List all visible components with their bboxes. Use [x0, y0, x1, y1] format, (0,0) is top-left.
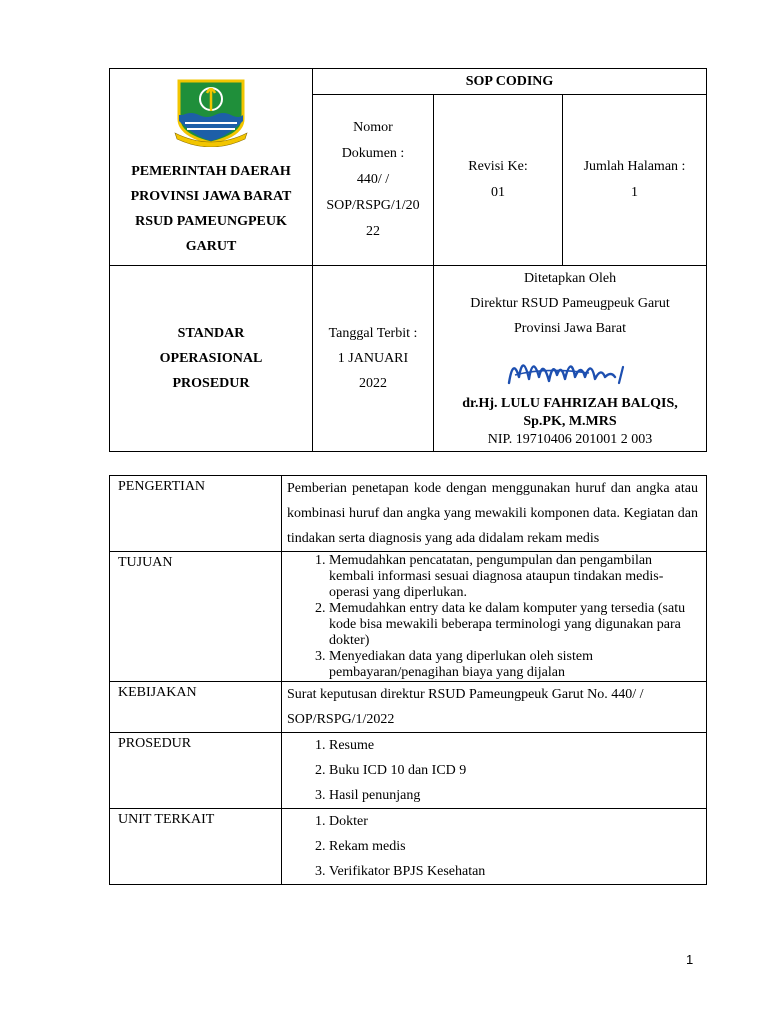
prosedur-list: [282, 733, 706, 808]
kebijakan-label: KEBIJAKAN: [110, 682, 282, 733]
tujuan-list: [282, 552, 706, 681]
unit-terkait-label: UNIT TERKAIT: [110, 809, 282, 885]
nomor-dokumen-cell: Nomor Dokumen : 440/ / SOP/RSPG/1/20 22: [313, 95, 434, 266]
document-title: SOP CODING: [313, 69, 707, 95]
tanggal-terbit-cell: Tanggal Terbit : 1 JANUARI 2022: [313, 266, 434, 452]
list-item: 2. Memudahkan entry data ke dalam komputer yang tersedia (satu kode bisa mewakili beberapa terminologi yang digunakan para dokter): [329, 601, 698, 649]
pengertian-content: Pemberian penetapan kode dengan menggunakan huruf dan angka atau kombinasi huruf dan angka yang mewakili komponen data. Kegiatan dan tindakan serta diagnosis yang ada didalam rekam medis: [282, 476, 707, 552]
tujuan-row: [110, 552, 707, 682]
list-item: 2. Rekam medis: [329, 834, 698, 859]
prosedur-content: [282, 733, 707, 809]
list-item: 1. Resume: [329, 733, 698, 758]
prosedur-label: PROSEDUR: [110, 733, 282, 809]
sop-content-table: [109, 475, 707, 885]
pengertian-row: [110, 476, 707, 552]
list-item: 1. Memudahkan pencatatan, pengumpulan dan pengambilan kembali informasi sesuai diagnosa ataupun tindakan medis-operasi yang diperlukan.: [329, 553, 698, 601]
provinsi-jawa-barat-emblem-icon: [171, 75, 251, 147]
sop-header-table: [109, 68, 707, 452]
standar-operasional-prosedur-cell: STANDAR OPERASIONAL PROSEDUR: [110, 266, 313, 452]
list-item: 2. Buku ICD 10 dan ICD 9: [329, 758, 698, 783]
list-item: 3. Menyediakan data yang diperlukan oleh sistem pembayaran/penagihan biaya yang dijalan: [329, 649, 698, 681]
signer-nip: NIP. 19710406 201001 2 003: [487, 432, 653, 447]
pengertian-label: PENGERTIAN: [110, 476, 282, 552]
organization-cell: [110, 69, 313, 266]
unit-terkait-list: [282, 809, 706, 884]
unit-terkait-row: [110, 809, 707, 885]
organization-name: PEMERINTAH DAERAH PROVINSI JAWA BARAT RSUD PAMEUNGPEUK GARUT: [130, 164, 292, 254]
revisi-cell: Revisi Ke: 01: [434, 95, 563, 266]
tujuan-content: [282, 552, 707, 682]
list-item: 1. Dokter: [329, 809, 698, 834]
tujuan-label: TUJUAN: [110, 552, 282, 682]
signer-name: dr.Hj. LULU FAHRIZAH BALQIS, Sp.PK, M.MRS: [462, 396, 678, 429]
jumlah-halaman-cell: Jumlah Halaman : 1: [563, 95, 707, 266]
page-number: 1: [686, 952, 694, 967]
list-item: 3. Verifikator BPJS Kesehatan: [329, 859, 698, 884]
kebijakan-content: Surat keputusan direktur RSUD Pameungpeuk Garut No. 440/ / SOP/RSPG/1/2022: [282, 682, 707, 733]
unit-terkait-content: [282, 809, 707, 885]
handwritten-signature: [505, 347, 635, 393]
prosedur-row: [110, 733, 707, 809]
ditetapkan-oleh-cell: Ditetapkan Oleh Direktur RSUD Pameugpeuk Garut Provinsi Jawa Barat dr.Hj. LULU FAHRIZAH BALQIS, Sp.PK, M.MRS NIP. 19710406 201001 2 003: [434, 266, 707, 452]
kebijakan-row: [110, 682, 707, 733]
list-item: 3. Hasil penunjang: [329, 783, 698, 808]
